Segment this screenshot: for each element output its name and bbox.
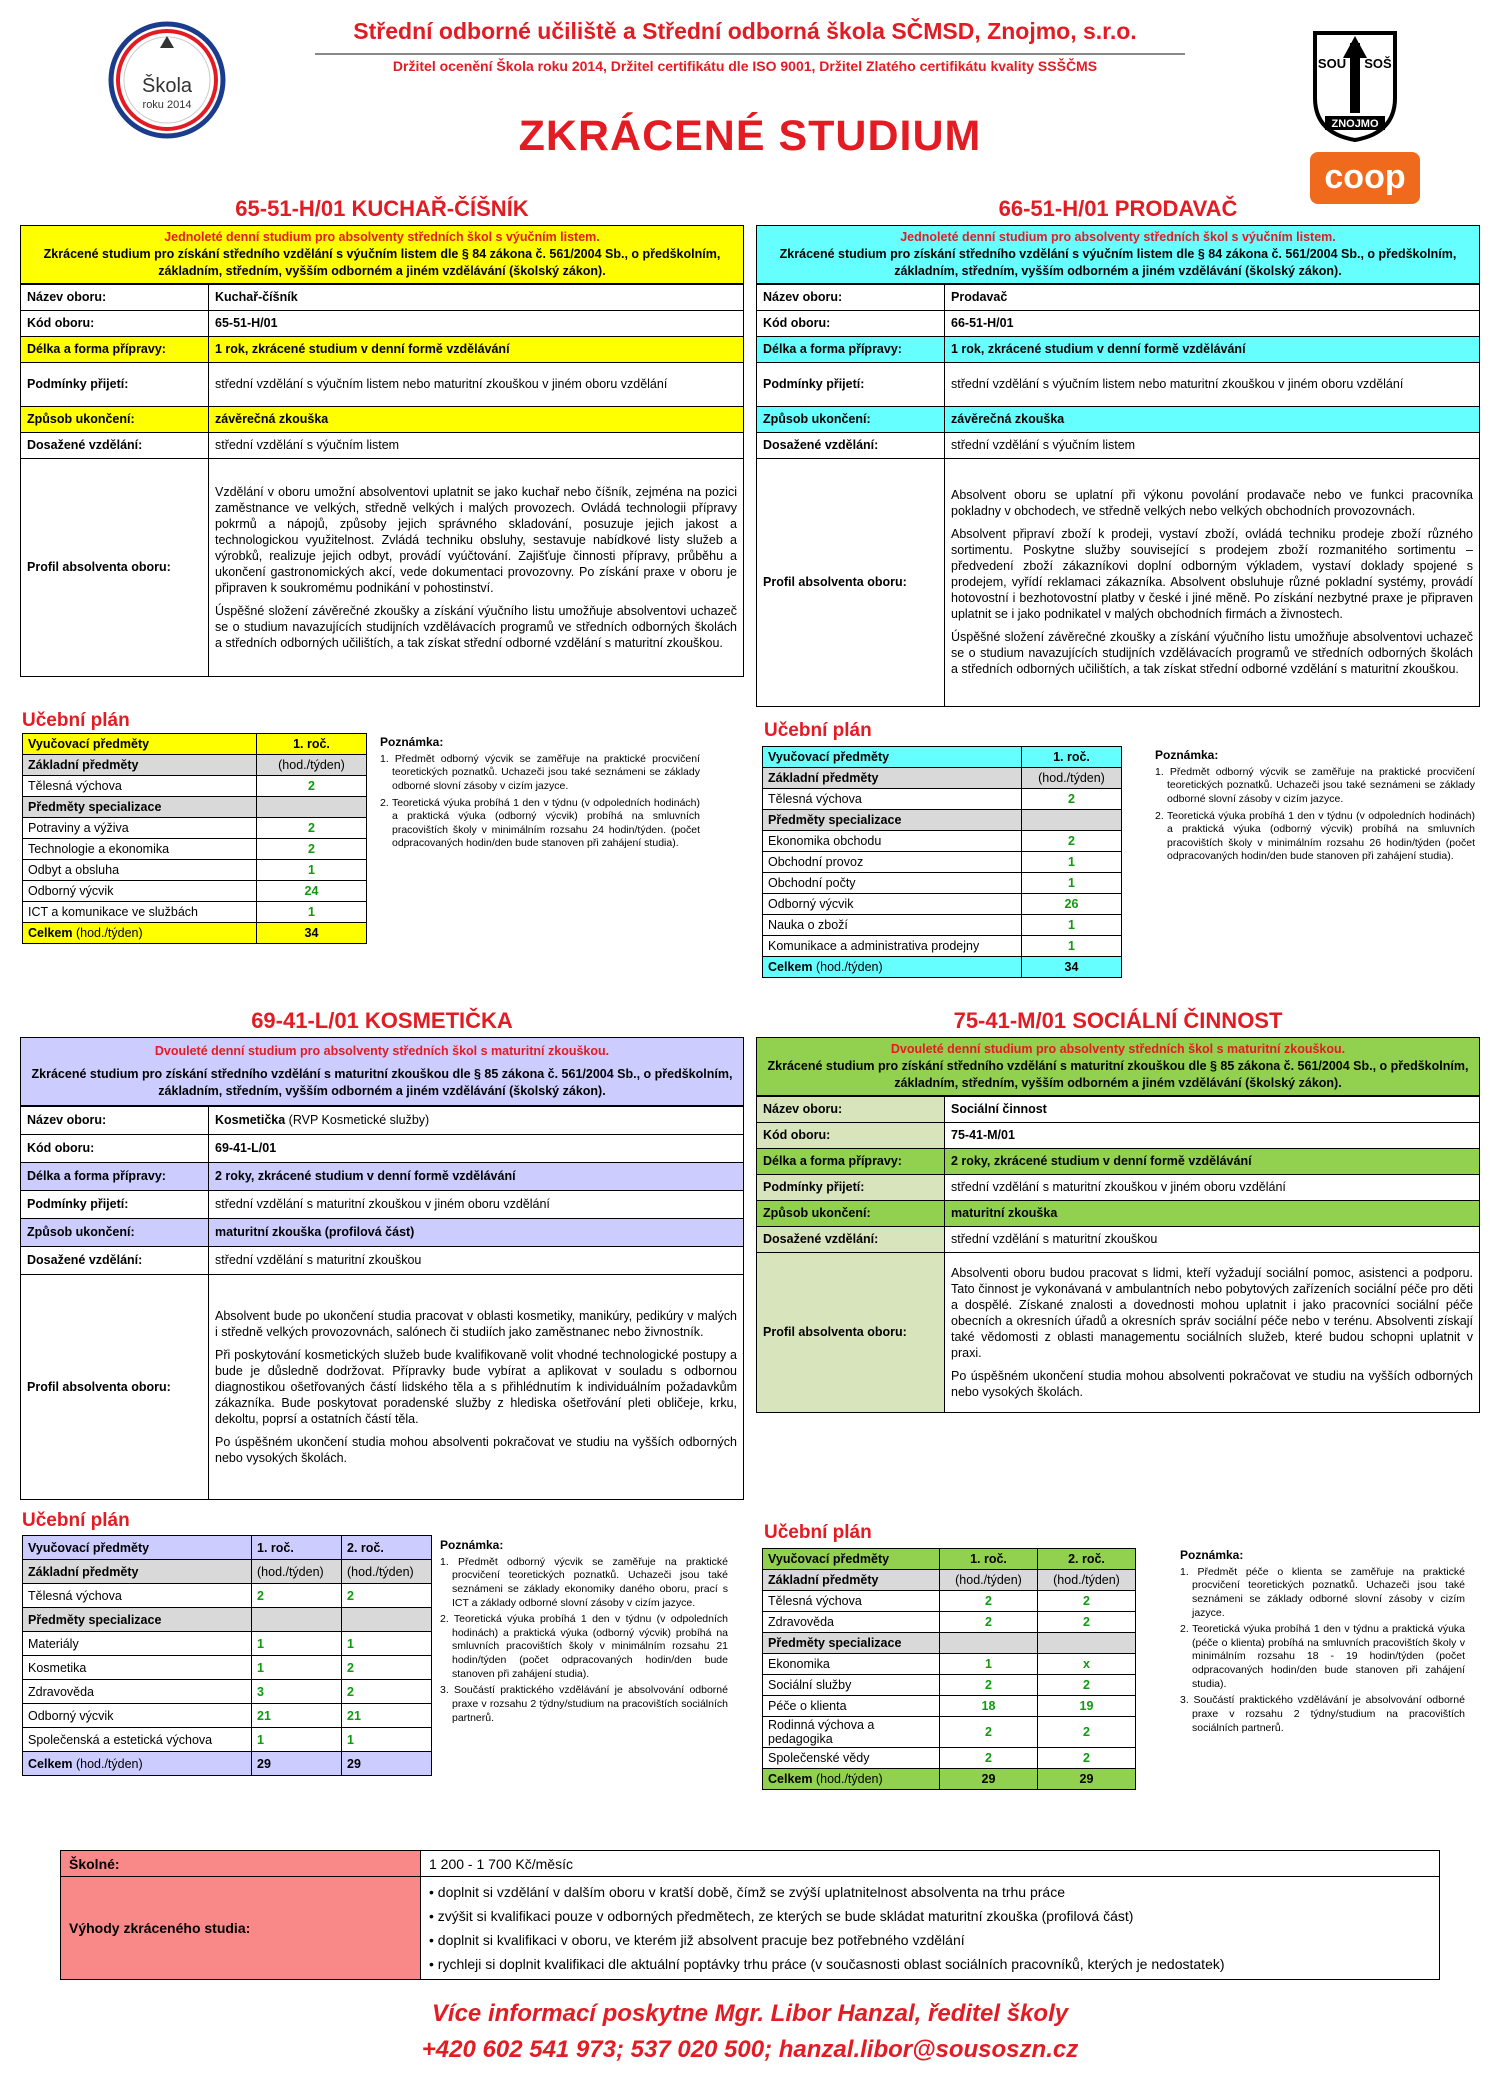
coop-logo: coop [1310,152,1420,204]
plan-notes-prodavac: Poznámka: 1. Předmět odborný výcvik se zaměřuje na praktické procvičení teoretických poznatků. Uchazeči jsou také seznámeni se základy odborné slovní zásoby v cizím jazyce. 2. Teoretická výuka probíhá 1 den v týdnu (v odpoledních hodinách) a praktická výuka (odborný výcvik) probíhá na smluvních pracovištích školy v minimálním rozsahu 26 hodin/týden (počet odpracovaných hodin/den bude stanoven při zahájení studia). [1155,748,1475,863]
header-divider [315,53,1185,55]
profile-text: Absolvent bude po ukončení studia pracovat v oblasti kosmetiky, manikúry, pedikúry v malých i středně velkých provozovnách, salónech či studiích jako zaměstnanec nebo živnostník. Při poskytování kosmetických služeb bude kvalifikovaně volit vhodné technologické postupy a bude je důsledně dodržovat. Přípravky bude vybírat a aplikovat v souladu s odbornou diagnostikou ošetřovaných částí lidského těla a s přihlédnutím k individuálním požadavkům zákazníka. Bude poskytovat poradenské služby z hlediska ošetřování pleti obličeje, krku, dekoltu, poprsí a ostatních částí těla. Po úspěšném ukončení studia mohou absolventi pokračovat ve studiu na vyšších odborných nebo vysokých školách. [209,1274,744,1499]
list-item: • rychleji si doplnit kvalifikaci dle aktuální poptávky trhu práce (v současnosti oblast sociálních pracovníků, kterých je nedostatek) [429,1956,1225,1972]
program-title: 69-41-L/01 KOSMETIČKA [251,1008,513,1033]
program-info-table: Název oboru: Kosmetička (RVP Kosmetické služby) Kód oboru: 69-41-L/01 Délka a forma přípravy: 2 roky, zkrácené studium v denní formě vzdělávání Podmínky přijetí: střední vzdělání s maturitní zkouškou v jiném oboru vzdělání Způsob ukončení: maturitní zkouška (profilová část) Dosažené vzdělání: střední vzdělání s maturitní zkouškou Profil absolventa oboru: Absolvent bude po ukončení studia pracovat v oblasti kosmetiky, manikúry, pedikúry v malých i středně velkých provozovnách, salónech či studiích jako zaměstnanec nebo živnostník. Při poskytování kosmetických služeb bude kvalifikovaně volit vhodné technologické postupy a bude je důsledně dodržovat. Přípravky bude vybírat a aplikovat v souladu s odbornou diagnostikou ošetřovaných částí lidského těla a s přihlédnutím k individuálním požadavkům zákazníka. Bude poskytovat poradenské služby z hlediska ošetřování pleti obličeje, krku, dekoltu, poprsí a ostatních částí těla. Po úspěšném ukončení studia mohou absolventi pokračovat ve studiu na vyšších odborných nebo vysokých školách. [20,1106,744,1500]
benefits-label: Výhody zkráceného studia: [61,1877,421,1980]
program-title: 66-51-H/01 PRODAVAČ [998,196,1238,221]
profile-text: Absolvent oboru se uplatní při výkonu povolání prodavače nebo ve funkci pracovníka pokladny v obchodech, ve středně velkých nebo velkých obchodních provozovnách. Absolvent připraví zboží k prodeji, vystaví zboží, ovládá techniku prodeje zboží různého sortimentu. Poskytne služby související s prodejem zboží rozmanitého sortimentu – předvedení zboží zákazníkovi doplní odborným výkladem, vystaví doklady spojené s prodejem, vyřídí reklamaci zákazníka. Absolvent obsluhuje různé pokladní systémy, provádí hotovostní i bezhotovostní platby v české i jiné měně. Po získání nezbytné praxe je připraven uplatnit se i jako podnikatel v malých obchodních firmách a živnostech. Úspěšné složení závěrečné zkoušky a získání výučního listu umožňuje absolventovi uchazeč se o studium navazujících studijních vzdělávacích programů ve středních odborných školách a středních odborných učilištích, a tak získat střední odborné vzdělání s maturitní zkouškou. [945,458,1480,706]
logo-year-text: roku 2014 [142,99,192,111]
svg-text:SOU: SOU [1317,56,1347,71]
program-intro: Dvouleté denní studium pro absolventy středních škol s maturitní zkouškou. Zkrácené studium pro získání středního vzdělání s maturitní zkouškou dle § 85 zákona č. 561/2004 Sb., o předškolním, základním, středním, vyšším odborném a jiném vzdělávání (školský zákon). [20,1037,744,1106]
school-name: Střední odborné učiliště a Střední odborná škola SČMSD, Znojmo, s.r.o. [353,18,1137,44]
svg-text:ZNOJMO: ZNOJMO [1331,118,1379,130]
tuition-label: Školné: [61,1851,421,1877]
plan-title: Učební plán [764,1522,872,1543]
tuition-benefits-table [60,1850,1440,1980]
program-title: 75-41-M/01 SOCIÁLNÍ ČINNOST [953,1008,1283,1033]
program-kuchar [20,196,744,677]
list-item: • doplnit si kvalifikaci v oboru, ve kterém již absolvent pracuje bez potřebného vzdělání [429,1932,965,1948]
contact-line-2: +420 602 541 973; 537 020 500; hanzal.libor@sousoszn.cz [421,2036,1079,2063]
profile-text: Vzdělání v oboru umožní absolventovi uplatnit se jako kuchař nebo číšník, zejména na pozici zaměstnance ve velkých, středně velkých i malých provozech. Ovládá technologii přípravy pokrmů a nápojů, způsoby jejich správného skladování, posuzuje jejich jakost a technologickou využitelnost. Zvládá techniku obsluhy, sestavuje nabídkové listy služeb a výrobků, realizuje jejich odbyt, provádí vyúčtování. Zajišťuje činnosti přípravy, průběhu a ukončení gastronomických akcí, vede dokumentaci provozovny. Po získání praxe v oboru je připraven k soukromému podnikání v pohostinství. Úspěšné složení závěrečné zkoušky a získání výučního listu umožňuje absolventovi uchazeč se o studium navazujících studijních vzdělávacích programů ve středních odborných školách a středních odborných učilištích, a tak získat střední odborné vzdělání s maturitní zkouškou. [209,458,744,676]
contact-line-1: Více informací poskytne Mgr. Libor Hanzal, ředitel školy [431,2000,1069,2027]
list-item: • doplnit si vzdělání v dalším oboru v kratší době, čímž se zvýší uplatnitelnost absolventa na trhu práce [429,1884,1066,1900]
program-info-table: Název oboru: Sociální činnost Kód oboru: 75-41-M/01 Délka a forma přípravy: 2 roky, zkrácené studium v denní formě vzdělávání Podmínky přijetí: střední vzdělání s maturitní zkouškou v jiném oboru vzdělání Způsob ukončení: maturitní zkouška Dosažené vzdělání: střední vzdělání s maturitní zkouškou Profil absolventa oboru: Absolventi oboru budou pracovat s lidmi, kteří vyžadují sociální pomoc, asistenci a podporu. Tato činnost je vykonávaná v ambulantních nebo pobytových zařízeních sociální péče pro děti a dospělé. Získané znalosti a dovednosti mohou uplatnit i jako pracovníci sociální péče obecních a okresních úřadů a okresních správ sociální péče nebo v terénu. Absolventi získají také vědomosti z oblasti managementu sociálních služeb, které budou schopni uplatnit v praxi. Po úspěšném ukončení studia mohou absolventi pokračovat ve studiu na vyšších odborných nebo vysokých školách. [756,1096,1480,1413]
plan-title: Učební plán [22,710,130,731]
program-socialni [756,1008,1480,1413]
plan-table-socialni: Vyučovací předměty 1. roč. 2. roč. Základní předměty (hod./týden) (hod./týden) Tělesná výchova 2 2 Zdravověda 2 2 Předměty specializace Ekonomika 1 x Sociální služby 2 2 Péče o klienta 18 19 Rodinná výchova a pedagogika 2 2 Společenské vědy 2 2 Celkem (hod./týden) 29 29 [762,1548,1136,1790]
plan-notes-kuchar: Poznámka: 1. Předmět odborný výcvik se zaměřuje na praktické procvičení teoretických poznatků. Uchazeči jsou také seznámeni se základy odborné slovní zásoby v cizím jazyce. 2. Teoretická výuka probíhá 1 den v týdnu (v odpoledních hodinách) a praktická výuka (odborný výcvik) probíhá na smluvních pracovištích školy v minimálním rozsahu 24 hodin/týden. (počet odpracovaných hodin/den bude stanoven při zahájení studia). [380,735,700,850]
svg-text:SOŠ: SOŠ [1364,56,1392,71]
program-intro: Jednoleté denní studium pro absolventy středních škol s výučním listem. Zkrácené studium pro získání středního vzdělání s výučním listem dle § 84 zákona č. 561/2004 Sb., o předškolním, základním, středním, vyšším odborném a jiném vzdělávání (školský zákon). [20,225,744,284]
profile-text: Absolventi oboru budou pracovat s lidmi, kteří vyžadují sociální pomoc, asistenci a podporu. Tato činnost je vykonávaná v ambulantních nebo pobytových zařízeních sociální péče pro děti a dospělé. Získané znalosti a dovednosti mohou uplatnit i jako pracovníci sociální péče obecních a okresních úřadů a okresních správ sociální péče nebo v terénu. Absolventi získají také vědomosti z oblasti managementu sociálních služeb, které budou schopni uplatnit v praxi. Po úspěšném ukončení studia mohou absolventi pokračovat ve studiu na vyšších odborných nebo vysokých školách. [945,1252,1480,1412]
tuition-value: 1 200 - 1 700 Kč/měsíc [421,1851,1440,1877]
plan-table-kosmeticka: Vyučovací předměty 1. roč. 2. roč. Základní předměty (hod./týden) (hod./týden) Tělesná výchova 2 2 Předměty specializace Materiály 1 1 Kosmetika 1 2 Zdravověda 3 2 Odborný výcvik 21 21 Společenská a estetická výchova 1 1 Celkem (hod./týden) 29 29 [22,1535,432,1776]
plan-notes-socialni: Poznámka: 1. Předmět péče o klienta se zaměřuje na praktické procvičení teoretických poznatků. Uchazeči jsou také seznámeni se základy odborné slovní zásoby v cizím jazyce. 2. Teoretická výuka probíhá 1 den v týdnu a praktická výuka (péče o klienta) probíhá na smluvních pracovištích školy v minimálním rozsahu 18 - 19 hodin/týden (počet odpracovaných hodin/den bude stanoven při zahájení studia). 3. Součástí praktického vzdělávání je absolvování odborné praxe v rozsahu 2 týdny/studium na pracovištích sociálních partnerů. [1180,1548,1465,1734]
list-item: • zvýšit si kvalifikaci pouze v odborných předmětech, ze kterých se bude skládat maturitní zkouška (profilová část) [429,1908,1134,1924]
plan-table-prodavac: Vyučovací předměty 1. roč. Základní předměty (hod./týden) Tělesná výchova 2 Předměty specializace Ekonomika obchodu 2 Obchodní provoz 1 Obchodní počty 1 Odborný výcvik 26 Nauka o zboží 1 Komunikace a administrativa prodejny 1 Celkem (hod./týden) 34 [762,746,1122,978]
program-prodavac [756,196,1480,707]
school-of-year-logo [105,18,230,143]
plan-title: Učební plán [764,720,872,741]
benefits-list [421,1877,1440,1980]
program-intro: Dvouleté denní studium pro absolventy středních škol s maturitní zkouškou. Zkrácené studium pro získání středního vzdělání s maturitní zkouškou dle § 85 zákona č. 561/2004 Sb., o předškolním, základním, středním, vyšším odborném a jiném vzdělávání (školský zákon). [756,1037,1480,1096]
plan-notes-kosmeticka: Poznámka: 1. Předmět odborný výcvik se zaměřuje na praktické procvičení teoretických poznatků. Uchazeči jsou také seznámeni se základy ekonomiky daného oboru, prací s ICT a základy odborné slovní zásoby v cizím jazyce. 2. Teoretická výuka probíhá 1 den v týdnu (v odpoledních hodinách) a praktická výuka (odborný výcvik) probíhá na smluvních pracovištích školy v minimálním rozsahu 21 hodin/týden (počet odpracovaných hodin/den bude stanoven při zahájení studia). 3. Součástí praktického vzdělávání je absolvování odborné praxe v rozsahu 2 týdny/studium na pracovištích sociálních partnerů. [440,1538,728,1724]
program-title: 65-51-H/01 KUCHAŘ-ČÍŠNÍK [235,196,529,221]
program-kosmeticka [20,1008,744,1500]
program-intro: Jednoleté denní studium pro absolventy středních škol s výučním listem. Zkrácené studium pro získání středního vzdělání s výučním listem dle § 84 zákona č. 561/2004 Sb., o předškolním, základním, středním, vyšším odborném a jiném vzdělávání (školský zákon). [756,225,1480,284]
program-info-table: Název oboru: Prodavač Kód oboru: 66-51-H/01 Délka a forma přípravy: 1 rok, zkrácené studium v denní formě vzdělávání Podmínky přijetí: střední vzdělání s výučním listem nebo maturitní zkouškou v jiném oboru vzdělání Způsob ukončení: závěrečná zkouška Dosažené vzdělání: střední vzdělání s výučním listem Profil absolventa oboru: Absolvent oboru se uplatní při výkonu povolání prodavače nebo ve funkci pracovníka pokladny v obchodech, ve středně velkých nebo velkých obchodních provozovnách. Absolvent připraví zboží k prodeji, vystaví zboží, ovládá techniku prodeje zboží různého sortimentu. Poskytne služby související s prodejem zboží rozmanitého sortimentu – předvedení zboží zákazníkovi doplní odborným výkladem, vystaví doklady spojené s prodejem, vyřídí reklamaci zákazníka. Absolvent obsluhuje různé pokladní systémy, provádí hotovostní i bezhotovostní platby v české i jiné měně. Po získání nezbytné praxe je připraven uplatnit se i jako podnikatel v malých obchodních firmách a živnostech. Úspěšné složení závěrečné zkoušky a získání výučního listu umožňuje absolventovi uchazeč se o studium navazujících studijních vzdělávacích programů ve středních odborných školách a středních odborných učilištích, a tak získat střední odborné vzdělání s maturitní zkouškou. [756,284,1480,707]
certifications: Držitel ocenění Škola roku 2014, Držitel certifikátu dle ISO 9001, Držitel Zlatého certifikátu kvality SSŠČMS [392,58,1098,74]
sou-sos-znojmo-logo [1310,28,1400,143]
logo-school-text: Škola [141,75,193,97]
plan-title: Učební plán [22,1510,130,1531]
program-info-table: Název oboru: Kuchař-číšník Kód oboru: 65-51-H/01 Délka a forma přípravy: 1 rok, zkrácené studium v denní formě vzdělávání Podmínky přijetí: střední vzdělání s výučním listem nebo maturitní zkouškou v jiném oboru vzdělání Způsob ukončení: závěrečná zkouška Dosažené vzdělání: střední vzdělání s výučním listem Profil absolventa oboru: Vzdělání v oboru umožní absolventovi uplatnit se jako kuchař nebo číšník, zejména na pozici zaměstnance ve velkých, středně velkých i malých provozech. Ovládá technologii přípravy pokrmů a nápojů, způsoby jejich správného skladování, posuzuje jejich jakost a technologickou využitelnost. Zvládá techniku obsluhy, sestavuje nabídkové listy služeb a výrobků, realizuje jejich odbyt, provádí vyúčtování. Zajišťuje činnosti přípravy, průběhu a ukončení gastronomických akcí, vede dokumentaci provozovny. Po získání praxe v oboru je připraven k soukromému podnikání v pohostinství. Úspěšné složení závěrečné zkoušky a získání výučního listu umožňuje absolventovi uchazeč se o studium navazujících studijních vzdělávacích programů ve středních odborných školách a středních odborných učilištích, a tak získat střední odborné vzdělání s maturitní zkouškou. [20,284,744,677]
plan-table-kuchar: Vyučovací předměty 1. roč. Základní předměty (hod./týden) Tělesná výchova 2 Předměty specializace Potraviny a výživa 2 Technologie a ekonomika 2 Odbyt a obsluha 1 Odborný výcvik 24 ICT a komunikace ve službách 1 Celkem (hod./týden) 34 [22,733,367,944]
page-title: ZKRÁCENÉ STUDIUM [518,112,982,160]
